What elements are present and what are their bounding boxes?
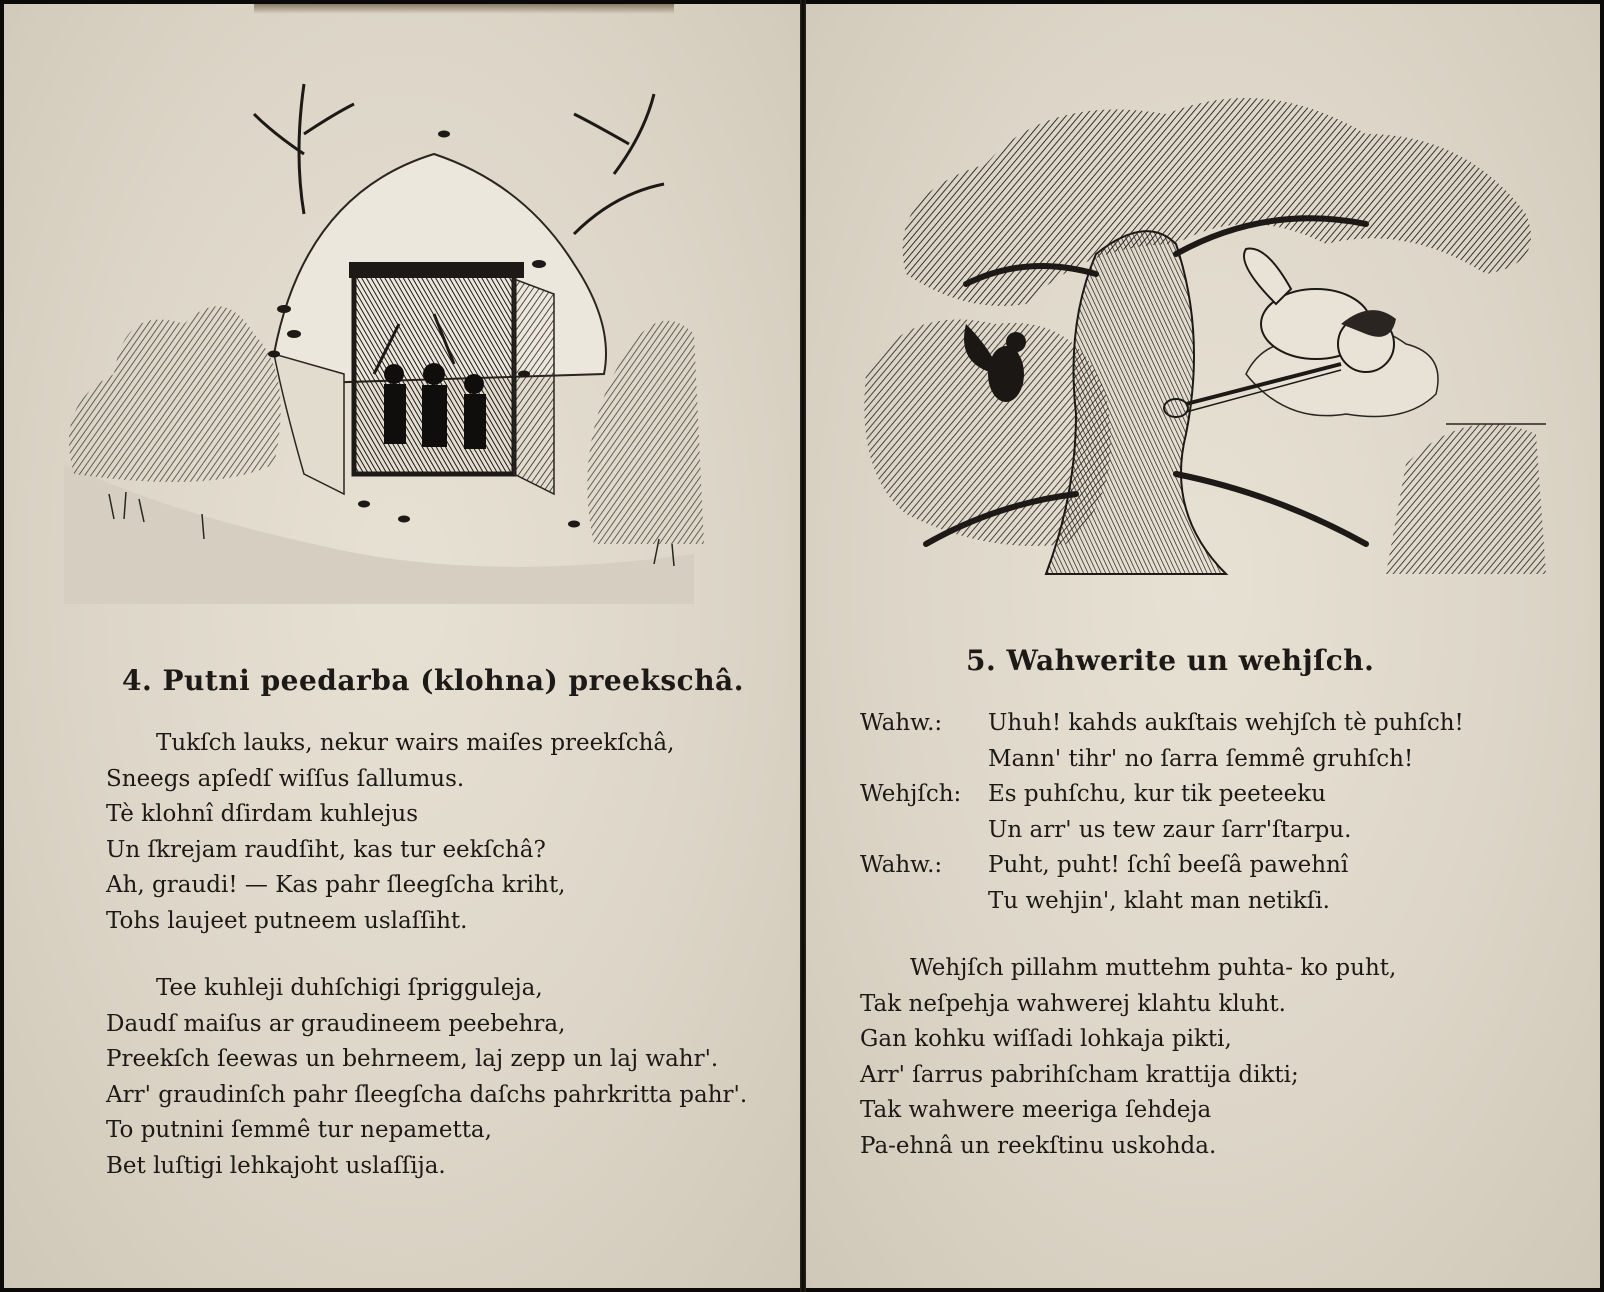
poem-line: Un arr' us tew zaur ſarr'ſtarpu.: [988, 816, 1352, 843]
poem-line: Tohs laujeet putneem uslaſſiht.: [106, 907, 468, 934]
left-page: [4, 4, 800, 1288]
dialogue-line: [860, 848, 1464, 884]
poem-line: Puht, puht! ſchî beeſâ pawehnî: [988, 852, 1349, 878]
poem-line: Tak wahwere meeriga ſehdeja: [860, 1097, 1212, 1123]
poem-line: Pa-ehnâ un reekſtinu uskohda.: [860, 1132, 1217, 1159]
poem-line: Tak neſpehja wahwerej klahtu kluht.: [860, 990, 1286, 1017]
poem-line: Arr' ſarrus pabrihſcham krattija dikti;: [860, 1061, 1299, 1088]
dialogue-line: [860, 777, 1464, 813]
poem-body-5: [860, 706, 1464, 1164]
poem-line: Arr' graudinſch pahr ſleegſcha daſchs pahrkritta pahr'.: [106, 1081, 748, 1108]
wind-cherub-blowing-at-tree-icon: [846, 74, 1566, 594]
poem-line: Wehjſch pillahm muttehm puhta- ko puht,: [910, 955, 1397, 981]
poem-line: Uhuh! kahds aukſtais wehjſch tè puhſch!: [988, 710, 1464, 736]
poem-line: Daudſ maiſus ar graudineem peebehra,: [106, 1010, 566, 1037]
poem-line: To putnini ſemmê tur nepametta,: [106, 1117, 492, 1143]
poem-line: Tu wehjin', klaht man netikſi.: [988, 887, 1330, 914]
right-page: [806, 4, 1600, 1288]
speaker-label: Wahw.:: [860, 710, 943, 736]
poem-line: Mann' tihr' no ſarra ſemmê gruhſch!: [988, 745, 1414, 772]
poem-body-4: [106, 726, 747, 1184]
poem-line: Tè klohnî dſirdam kuhlejus: [106, 801, 419, 827]
poem-line: Ah, graudi! — Kas pahr ſleegſcha kriht,: [106, 872, 566, 898]
poem-line: Preekſch ſeewas un behrneem, laj zepp un laj wahr'.: [106, 1046, 719, 1072]
snow-covered-hut-with-birds-icon: [54, 74, 714, 604]
poem-title-5: 5. Wahwerite un wehjſch.: [966, 644, 1375, 677]
poem-line: Un ſkrejam raudſiht, kas tur eekſchâ?: [106, 836, 546, 863]
poem-title-4: 4. Putni peedarba (klohna) preekschâ.: [122, 664, 744, 697]
page-stain: [254, 4, 674, 14]
poem-line: Bet luſtigi lehkajoht uslaſſija.: [106, 1152, 446, 1179]
poem-line: Es puhſchu, kur tik peeteeku: [988, 781, 1326, 807]
poem-line: Sneegs apſedſ wiſſus ſallumus.: [106, 765, 465, 792]
dialogue-line: [860, 706, 1464, 742]
poem-line: Gan kohku wiſſadi lohkaja pikti,: [860, 1026, 1232, 1052]
speaker-label: Wahw.:: [860, 852, 943, 878]
poem-line: Tukſch lauks, nekur wairs maiſes preekſchâ,: [156, 730, 675, 756]
poem-line: Tee kuhleji duhſchigi ſprigguleja,: [156, 975, 543, 1001]
speaker-label: Wehjſch:: [860, 781, 962, 807]
